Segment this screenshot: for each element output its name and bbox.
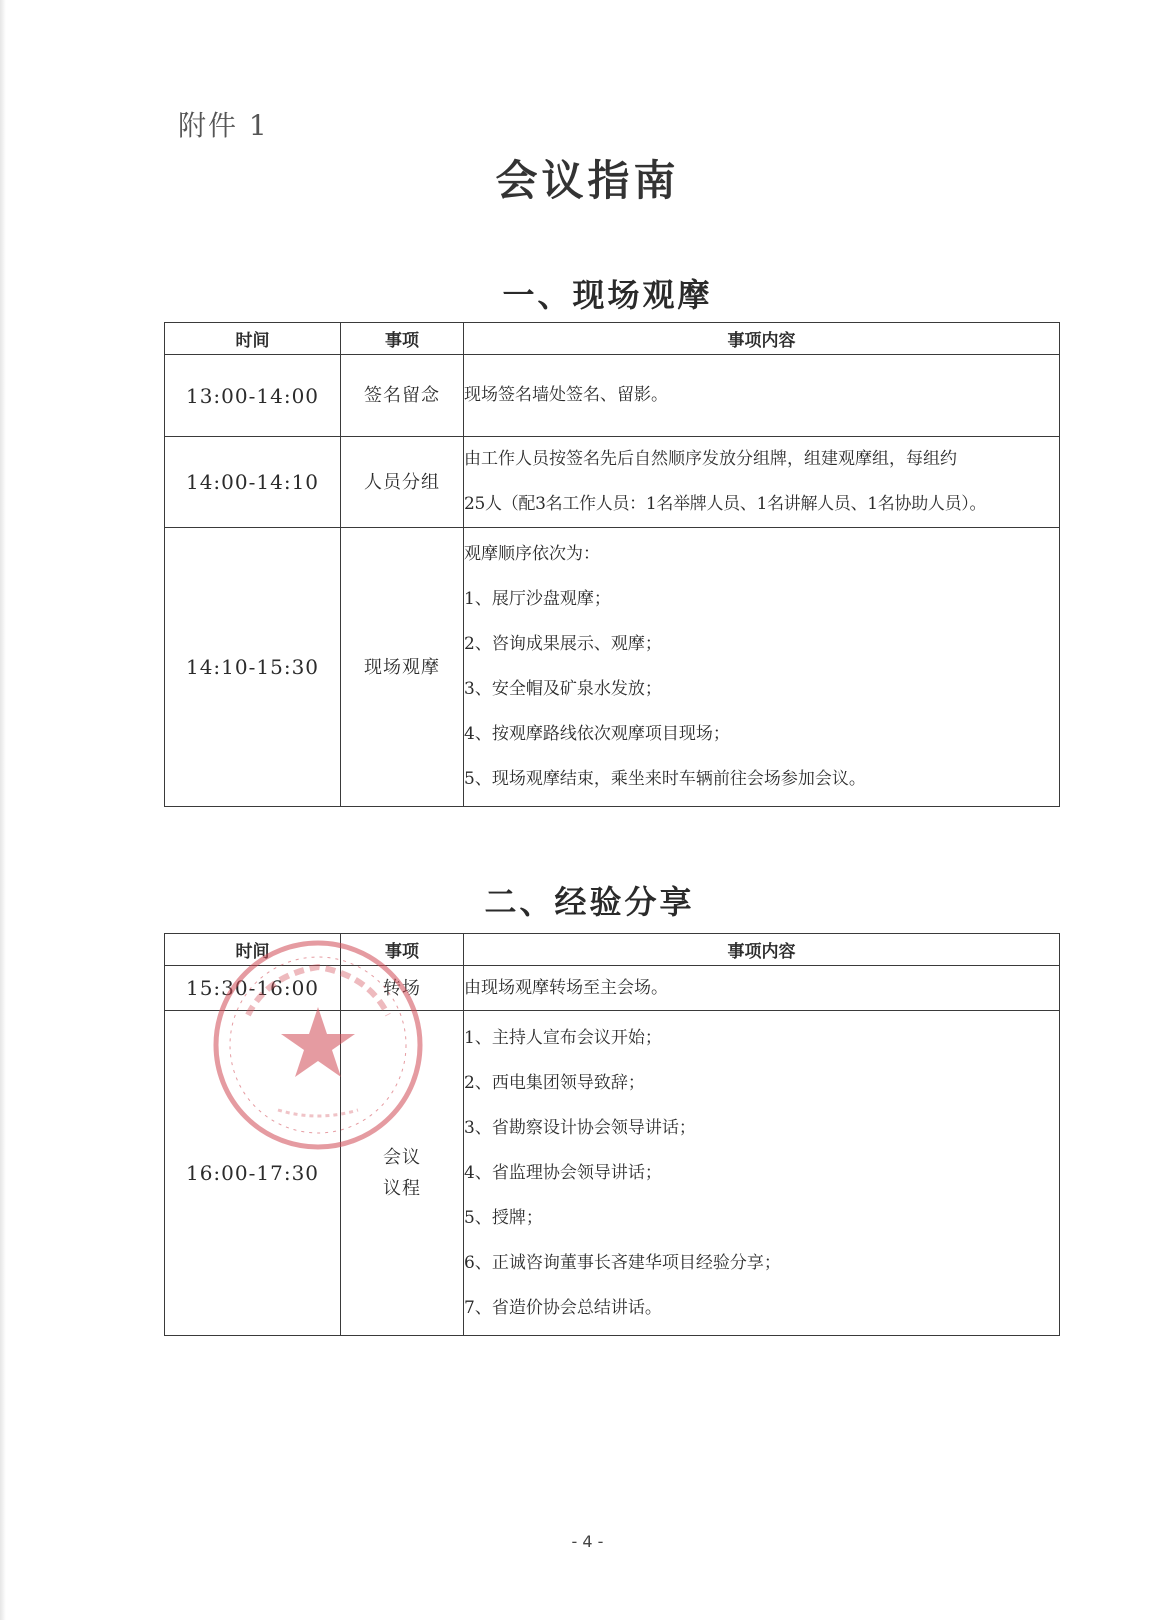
item-cell: 签名留念 <box>341 355 464 437</box>
time-cell: 16:00-17:30 <box>165 1011 341 1336</box>
header-content: 事项内容 <box>464 323 1060 355</box>
table-row <box>165 966 1060 1011</box>
section-heading-experience-sharing: 二、经验分享 <box>484 883 695 921</box>
page-edge <box>0 0 6 1620</box>
content-line: 4、按观摩路线依次观摩项目现场； <box>464 724 730 744</box>
time-cell: 13:00-14:00 <box>165 355 341 437</box>
experience-sharing-table <box>164 933 1060 1336</box>
content-line: 1、主持人宣布会议开始； <box>464 1027 662 1048</box>
content-line: 1、展厅沙盘观摩； <box>464 589 611 609</box>
content-line: 25人（配3名工作人员：1名举牌人员、1名讲解人员、1名协助人员）。 <box>464 494 987 514</box>
content-cell <box>464 1011 1060 1336</box>
content-line: 6、正诚咨询董事长吝建华项目经验分享； <box>464 1252 781 1273</box>
header-item: 事项 <box>341 323 464 355</box>
section-heading-site-visit: 一、现场观摩 <box>502 276 713 314</box>
content-line: 7、省造价协会总结讲话。 <box>464 1297 662 1318</box>
item-cell: 现场观摩 <box>341 528 464 807</box>
site-visit-table <box>164 322 1060 807</box>
header-item: 事项 <box>341 934 464 966</box>
attachment-label: 附件 1 <box>178 109 269 142</box>
content-line: 4、省监理协会领导讲话； <box>464 1162 662 1183</box>
table-header-row <box>165 323 1060 355</box>
item-line: 议程 <box>383 1178 421 1199</box>
content-line: 现场签名墙处签名、留影。 <box>464 385 668 405</box>
header-time: 时间 <box>165 323 341 355</box>
header-time: 时间 <box>165 934 341 966</box>
table-row <box>165 355 1060 437</box>
page-number: - 4 - <box>571 1532 604 1551</box>
content-line: 5、授牌； <box>464 1207 543 1228</box>
content-line: 由工作人员按签名先后自然顺序发放分组牌，组建观摩组，每组约 <box>464 449 957 469</box>
content-line: 5、现场观摩结束，乘坐来时车辆前往会场参加会议。 <box>464 769 866 789</box>
content-cell <box>464 528 1060 807</box>
content-line: 由现场观摩转场至主会场。 <box>464 978 668 998</box>
time-cell: 14:00-14:10 <box>165 437 341 528</box>
content-line: 3、安全帽及矿泉水发放； <box>464 679 662 699</box>
content-cell <box>464 437 1060 528</box>
document-title: 会议指南 <box>495 156 680 205</box>
item-cell: 转场 <box>341 966 464 1011</box>
table-row <box>165 1011 1060 1336</box>
item-line: 会议 <box>383 1147 421 1168</box>
table-header-row <box>165 934 1060 966</box>
content-line: 2、咨询成果展示、观摩； <box>464 634 662 654</box>
item-cell: 人员分组 <box>341 437 464 528</box>
content-cell <box>464 355 1060 437</box>
table-row <box>165 528 1060 807</box>
content-line: 2、西电集团领导致辞； <box>464 1072 645 1093</box>
header-content: 事项内容 <box>464 934 1060 966</box>
time-cell: 14:10-15:30 <box>165 528 341 807</box>
content-line: 3、省勘察设计协会领导讲话； <box>464 1117 696 1138</box>
item-cell <box>341 1011 464 1336</box>
content-cell <box>464 966 1060 1011</box>
time-cell: 15:30-16:00 <box>165 966 341 1011</box>
table-row <box>165 437 1060 528</box>
content-line: 观摩顺序依次为： <box>464 544 600 564</box>
